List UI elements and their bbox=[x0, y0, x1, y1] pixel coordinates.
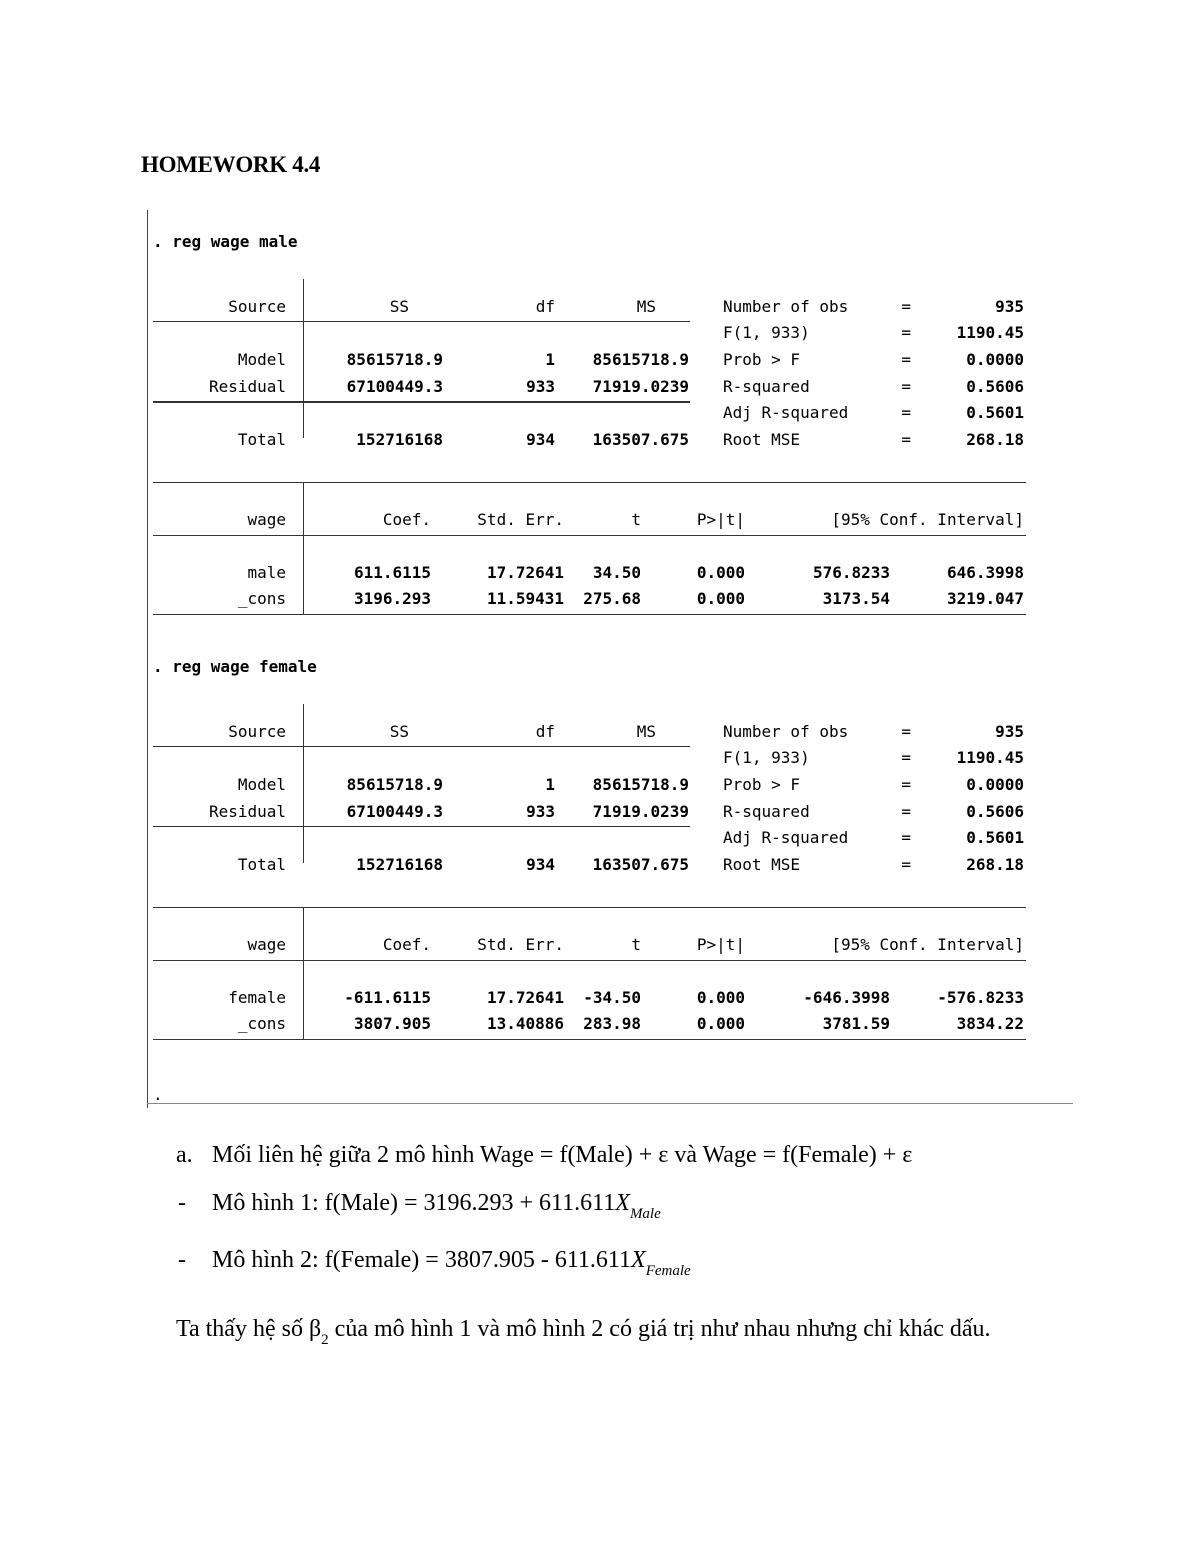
fit-stat-value: 0.5606 bbox=[966, 802, 1024, 821]
coef-se-value: 11.59431 bbox=[486, 589, 564, 608]
fit-stat-value: 0.5606 bbox=[966, 377, 1024, 396]
anova-source-label: Total bbox=[237, 430, 286, 449]
coef-p-value: 0.000 bbox=[696, 1014, 745, 1033]
fit-stat-equals: = bbox=[901, 350, 911, 369]
fit-stat-equals: = bbox=[901, 377, 911, 396]
coef-top-rule bbox=[153, 482, 1026, 483]
anova-source-label: Residual bbox=[208, 377, 286, 396]
coef-header-p: P>|t| bbox=[696, 510, 745, 529]
coef-variable-name: _cons bbox=[237, 589, 286, 608]
conclusion bbox=[176, 1316, 991, 1348]
anova-header-rule bbox=[153, 746, 690, 747]
model2-subscript: Female bbox=[645, 1263, 691, 1279]
coef-hi-value: 3834.22 bbox=[956, 1014, 1024, 1033]
coef-top-rule bbox=[153, 907, 1026, 908]
anova-column-divider bbox=[303, 704, 304, 863]
anova-header-df: df bbox=[535, 722, 555, 741]
fit-stat-equals: = bbox=[901, 323, 911, 342]
anova-header-ms: MS bbox=[636, 722, 656, 741]
coef-coef-value: 611.6115 bbox=[353, 563, 431, 582]
regress-command: . reg wage male bbox=[153, 232, 298, 251]
coef-t-value: 34.50 bbox=[592, 563, 641, 582]
fit-stat-value: 1190.45 bbox=[956, 748, 1024, 767]
fit-stat-equals: = bbox=[901, 802, 911, 821]
anova-header-ss: SS bbox=[389, 722, 409, 741]
coef-header-coef: Coef. bbox=[382, 510, 431, 529]
fit-stat-label: Number of obs bbox=[723, 297, 849, 316]
bullet-model2: - bbox=[178, 1247, 186, 1273]
fit-stat-label: R-squared bbox=[723, 377, 810, 396]
fit-stat-equals: = bbox=[901, 430, 911, 449]
coef-p-value: 0.000 bbox=[696, 563, 745, 582]
fit-stat-value: 268.18 bbox=[966, 430, 1024, 449]
fit-stat-label: Prob > F bbox=[723, 350, 801, 369]
anova-total-rule bbox=[153, 401, 690, 403]
anova-ss-value: 152716168 bbox=[356, 855, 443, 874]
coef-bottom-rule bbox=[153, 1039, 1026, 1040]
anova-source-label: Model bbox=[237, 775, 286, 794]
bullet-model1: - bbox=[178, 1190, 186, 1216]
model2-variable: X bbox=[631, 1247, 646, 1273]
model1-text: Mô hình 1: f(Male) = 3196.293 + 611.611 bbox=[212, 1190, 616, 1216]
coef-header-coef: Coef. bbox=[382, 935, 431, 954]
conclusion-before: Ta thấy hệ số β bbox=[176, 1316, 322, 1342]
anova-ms-value: 85615718.9 bbox=[592, 775, 689, 794]
fit-stat-value: 935 bbox=[995, 297, 1024, 316]
coef-header-rule bbox=[153, 535, 1026, 536]
anova-total-rule bbox=[153, 826, 690, 827]
coef-coef-value: 3807.905 bbox=[353, 1014, 431, 1033]
coef-lo-value: -646.3998 bbox=[803, 988, 890, 1007]
coef-header-t: t bbox=[631, 510, 641, 529]
anova-header-rule bbox=[153, 321, 690, 322]
fit-stat-equals: = bbox=[901, 828, 911, 847]
fit-stat-label: Adj R-squared bbox=[723, 828, 849, 847]
coef-t-value: 275.68 bbox=[583, 589, 641, 608]
fit-stat-equals: = bbox=[901, 855, 911, 874]
fit-stat-equals: = bbox=[901, 775, 911, 794]
anova-df-value: 1 bbox=[545, 775, 555, 794]
anova-header-source: Source bbox=[228, 297, 286, 316]
fit-stat-label: R-squared bbox=[723, 802, 810, 821]
anova-ss-value: 85615718.9 bbox=[346, 775, 443, 794]
coef-column-divider bbox=[303, 908, 304, 1039]
coef-t-value: 283.98 bbox=[583, 1014, 641, 1033]
model2-equation bbox=[212, 1247, 691, 1279]
coef-p-value: 0.000 bbox=[696, 988, 745, 1007]
fit-stat-value: 0.0000 bbox=[966, 350, 1024, 369]
coef-lo-value: 3781.59 bbox=[822, 1014, 890, 1033]
fit-stat-value: 268.18 bbox=[966, 855, 1024, 874]
fit-stat-equals: = bbox=[901, 748, 911, 767]
anova-df-value: 933 bbox=[526, 802, 555, 821]
model1-equation bbox=[212, 1190, 661, 1222]
output-left-border bbox=[147, 210, 148, 1108]
page-title: HOMEWORK 4.4 bbox=[141, 152, 321, 177]
coef-column-divider bbox=[303, 483, 304, 614]
fit-stat-equals: = bbox=[901, 403, 911, 422]
coef-header-rule bbox=[153, 960, 1026, 961]
anova-df-value: 934 bbox=[526, 430, 555, 449]
anova-ss-value: 152716168 bbox=[356, 430, 443, 449]
fit-stat-value: 1190.45 bbox=[956, 323, 1024, 342]
model1-subscript: Male bbox=[629, 1206, 661, 1222]
fit-stat-equals: = bbox=[901, 722, 911, 741]
coef-t-value: -34.50 bbox=[583, 988, 641, 1007]
item-a-marker: a. bbox=[176, 1142, 193, 1168]
coef-header-p: P>|t| bbox=[696, 935, 745, 954]
coef-bottom-rule bbox=[153, 614, 1026, 615]
output-bottom-border bbox=[147, 1103, 1073, 1104]
coef-header-ci: [95% Conf. Interval] bbox=[831, 935, 1024, 954]
fit-stat-label: Adj R-squared bbox=[723, 403, 849, 422]
anova-ms-value: 163507.675 bbox=[592, 855, 689, 874]
anova-column-divider bbox=[303, 279, 304, 438]
coef-header-depvar: wage bbox=[247, 510, 286, 529]
anova-header-ss: SS bbox=[389, 297, 409, 316]
coef-hi-value: 3219.047 bbox=[946, 589, 1024, 608]
fit-stat-label: Root MSE bbox=[723, 855, 801, 874]
fit-stat-equals: = bbox=[901, 297, 911, 316]
fit-stat-label: Number of obs bbox=[723, 722, 849, 741]
model2-text: Mô hình 2: f(Female) = 3807.905 - 611.611 bbox=[212, 1247, 632, 1273]
anova-ss-value: 67100449.3 bbox=[346, 802, 443, 821]
coef-header-se: Std. Err. bbox=[477, 935, 564, 954]
anova-df-value: 934 bbox=[526, 855, 555, 874]
fit-stat-label: Root MSE bbox=[723, 430, 801, 449]
conclusion-after: của mô hình 1 và mô hình 2 có giá trị như nhau nhưng chỉ khác dấu. bbox=[328, 1316, 991, 1342]
anova-header-source: Source bbox=[228, 722, 286, 741]
coef-coef-value: -611.6115 bbox=[344, 988, 431, 1007]
coef-header-t: t bbox=[631, 935, 641, 954]
anova-source-label: Total bbox=[237, 855, 286, 874]
coef-se-value: 17.72641 bbox=[486, 563, 564, 582]
coef-p-value: 0.000 bbox=[696, 589, 745, 608]
coef-variable-name: _cons bbox=[237, 1014, 286, 1033]
coef-coef-value: 3196.293 bbox=[353, 589, 431, 608]
coef-header-se: Std. Err. bbox=[477, 510, 564, 529]
trailing-prompt: . bbox=[153, 1085, 163, 1104]
coef-header-depvar: wage bbox=[247, 935, 286, 954]
anova-header-ms: MS bbox=[636, 297, 656, 316]
stata-output bbox=[147, 210, 1075, 1108]
fit-stat-value: 935 bbox=[995, 722, 1024, 741]
fit-stat-label: F(1, 933) bbox=[723, 748, 810, 767]
coef-lo-value: 3173.54 bbox=[822, 589, 890, 608]
model1-variable: X bbox=[615, 1190, 630, 1216]
fit-stat-value: 0.5601 bbox=[966, 828, 1024, 847]
fit-stat-value: 0.5601 bbox=[966, 403, 1024, 422]
coef-hi-value: 646.3998 bbox=[946, 563, 1024, 582]
coef-se-value: 13.40886 bbox=[486, 1014, 564, 1033]
fit-stat-value: 0.0000 bbox=[966, 775, 1024, 794]
anova-ms-value: 163507.675 bbox=[592, 430, 689, 449]
conclusion-subscript: 2 bbox=[321, 1332, 329, 1348]
anova-ms-value: 71919.0239 bbox=[592, 377, 689, 396]
anova-df-value: 1 bbox=[545, 350, 555, 369]
anova-source-label: Residual bbox=[208, 802, 286, 821]
regress-command: . reg wage female bbox=[153, 657, 317, 676]
anova-ss-value: 67100449.3 bbox=[346, 377, 443, 396]
item-a-text: Mối liên hệ giữa 2 mô hình Wage = f(Male) + ε và Wage = f(Female) + ε bbox=[212, 1142, 913, 1168]
coef-hi-value: -576.8233 bbox=[937, 988, 1024, 1007]
fit-stat-label: Prob > F bbox=[723, 775, 801, 794]
anova-ms-value: 85615718.9 bbox=[592, 350, 689, 369]
coef-se-value: 17.72641 bbox=[486, 988, 564, 1007]
anova-ms-value: 71919.0239 bbox=[592, 802, 689, 821]
coef-header-ci: [95% Conf. Interval] bbox=[831, 510, 1024, 529]
anova-header-df: df bbox=[535, 297, 555, 316]
anova-ss-value: 85615718.9 bbox=[346, 350, 443, 369]
coef-variable-name: male bbox=[247, 563, 286, 582]
anova-df-value: 933 bbox=[526, 377, 555, 396]
coef-lo-value: 576.8233 bbox=[812, 563, 890, 582]
fit-stat-label: F(1, 933) bbox=[723, 323, 810, 342]
anova-source-label: Model bbox=[237, 350, 286, 369]
coef-variable-name: female bbox=[228, 988, 286, 1007]
